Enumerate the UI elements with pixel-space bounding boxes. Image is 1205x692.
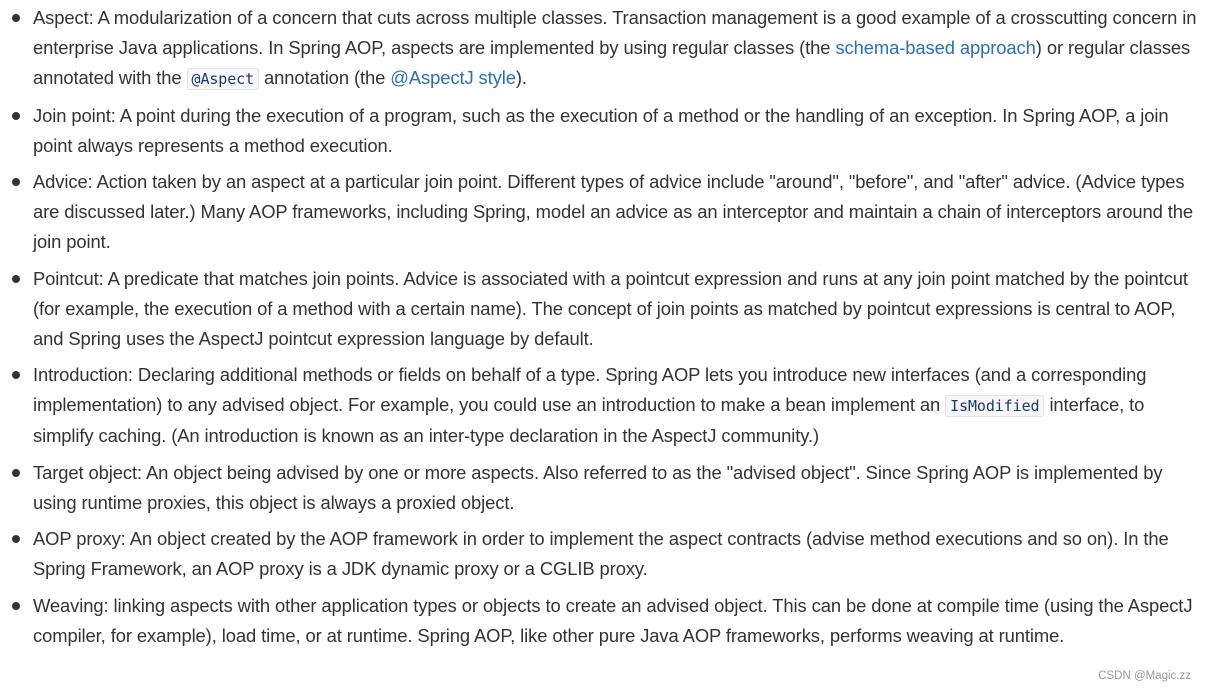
ismodified-code: IsModified	[945, 395, 1044, 417]
bullet-icon	[12, 112, 20, 120]
aspectj-style-link[interactable]: @AspectJ style	[390, 67, 516, 88]
list-item-introduction	[0, 360, 1205, 451]
list-item-pointcut	[0, 264, 1205, 354]
bullet-icon	[12, 14, 20, 22]
introduction-text-1: Introduction: Declaring additional methods or fields on behalf of a type. Spring AOP lets you introduce new interfaces (and a corresponding implementation) to any advised object. For example, you could use an introduction to make a bean implement an	[33, 364, 1147, 415]
list-item-aspect	[0, 3, 1205, 94]
pointcut-text: Pointcut: A predicate that matches join points. Advice is associated with a pointcut expression and runs at any join point matched by the pointcut (for example, the execution of a method with a certain name). The concept of join points as matched by pointcut expressions is central to AOP, and Spring uses the AspectJ pointcut expression language by default.	[33, 267, 1188, 349]
introduction-text-2: interface, to simplify caching. (An introduction is known as an inter-type declaration in the AspectJ community.)	[33, 394, 1145, 446]
list-item-weaving	[0, 591, 1205, 651]
csdn-watermark: CSDN @Magic.zz	[1098, 670, 1191, 682]
list-item-join-point	[0, 101, 1205, 161]
schema-based-approach-link[interactable]: schema-based approach	[835, 37, 1036, 58]
join-point-text: Join point: A point during the execution of a program, such as the execution of a method or the handling of an exception. In Spring AOP, a join point always represents a method execution.	[33, 104, 1169, 156]
weaving-text: Weaving: linking aspects with other application types or objects to create an advised object. This can be done at compile time (using the AspectJ compiler, for example), load time, or at runtime. Spring AOP, like other pure Java AOP frameworks, performs weaving at runtime.	[33, 594, 1193, 646]
bullet-icon	[12, 535, 20, 543]
aspect-text-4: ).	[515, 67, 527, 88]
aspect-annotation-code: @Aspect	[187, 68, 260, 90]
advice-text: Advice: Action taken by an aspect at a particular join point. Different types of advice include "around", "before", and "after" advice. (Advice types are discussed later.) Many AOP frameworks, including Spring, model an advice as an interceptor and maintain a chain of interceptors around the join point.	[33, 171, 1194, 252]
bullet-icon	[12, 602, 20, 610]
bullet-icon	[12, 469, 20, 477]
bullet-icon	[12, 178, 20, 186]
aspect-text-2: ) or regular classes annotated with the	[33, 37, 1191, 88]
bullet-icon	[12, 371, 20, 379]
aop-proxy-text: AOP proxy: An object created by the AOP framework in order to implement the aspect contracts (advise method executions and so on). In the Spring Framework, an AOP proxy is a JDK dynamic proxy or a CGLIB proxy.	[33, 528, 1169, 579]
bullet-icon	[12, 275, 20, 283]
list-item-target-object	[0, 458, 1205, 518]
list-item-aop-proxy	[0, 524, 1205, 584]
aspect-text-3: annotation (the	[259, 67, 391, 88]
target-object-text: Target object: An object being advised by one or more aspects. Also referred to as the "advised object". Since Spring AOP is implemented by using runtime proxies, this object is always a proxied object.	[33, 461, 1163, 513]
list-item-advice	[0, 167, 1205, 257]
aspect-text-1: Aspect: A modularization of a concern that cuts across multiple classes. Transaction management is a good example of a crosscutting concern in enterprise Java applications. In Spring AOP, aspects are implemented by using regular classes (the	[33, 7, 1197, 58]
